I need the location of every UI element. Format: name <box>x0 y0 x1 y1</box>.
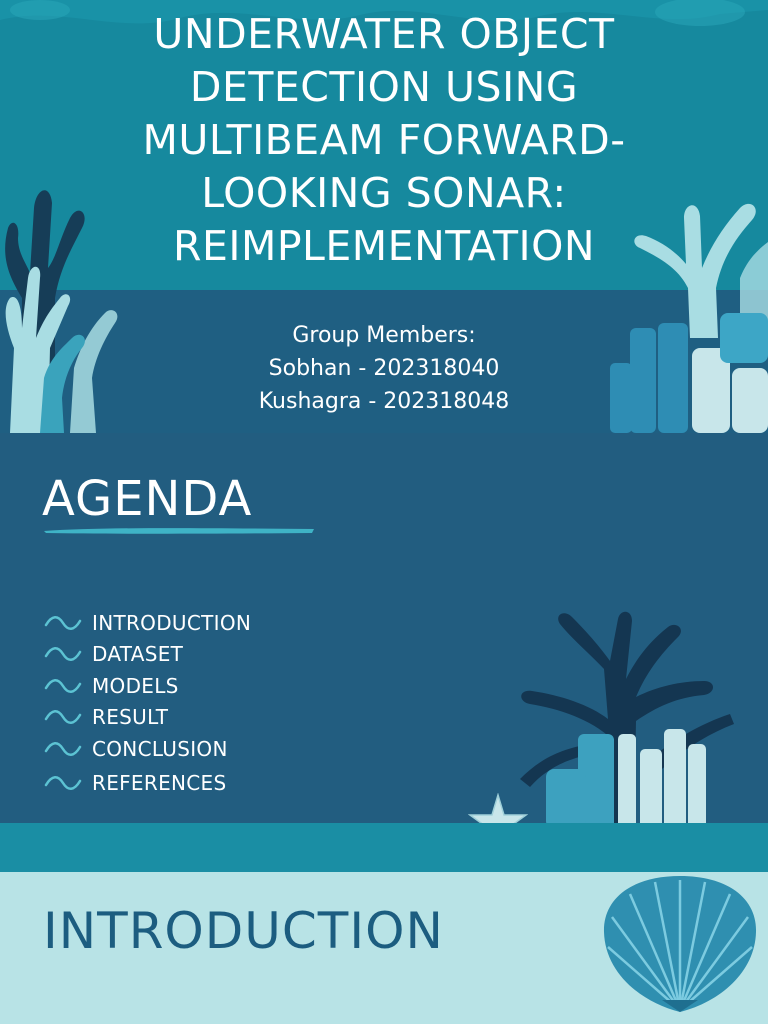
wave-bullet-icon <box>44 707 82 727</box>
agenda-item-label: MODELS <box>92 673 179 698</box>
wave-bullet-icon <box>44 739 82 759</box>
coral-icon <box>500 609 740 829</box>
agenda-item-label: INTRODUCTION <box>92 610 252 635</box>
member-entry: Sobhan - 202318040 <box>268 356 500 381</box>
agenda-item <box>44 670 251 702</box>
seashell-icon <box>600 872 760 1014</box>
wave-bullet-icon <box>44 676 82 696</box>
wave-bullet-icon <box>44 644 82 664</box>
wave-bullet-icon <box>44 613 82 633</box>
agenda-item-label: RESULT <box>92 705 169 730</box>
agenda-item <box>44 702 251 734</box>
agenda-item <box>44 639 251 671</box>
members-heading: Group Members: <box>292 323 476 348</box>
brush-underline <box>44 525 314 535</box>
agenda-list <box>44 607 251 801</box>
agenda-item-label: DATASET <box>92 642 184 667</box>
agenda-item <box>44 607 251 639</box>
introduction-title: INTRODUCTION <box>43 902 444 960</box>
agenda-item-label: CONCLUSION <box>92 736 228 761</box>
agenda-item <box>44 765 251 801</box>
agenda-slide <box>0 433 768 866</box>
agenda-title: AGENDA <box>42 471 253 527</box>
introduction-slide <box>0 866 768 1024</box>
group-members <box>184 319 584 418</box>
presentation-title: UNDERWATER OBJECT DETECTION USING MULTIBEAM FORWARD- LOOKING SONAR: REIMPLEMENTATION <box>142 10 626 270</box>
wave-bullet-icon <box>44 773 82 793</box>
sea-floor-band <box>0 823 768 866</box>
agenda-item <box>44 733 251 765</box>
agenda-item-label: REFERENCES <box>92 770 227 795</box>
title-slide <box>0 0 768 433</box>
member-entry: Kushagra - 202318048 <box>258 389 510 414</box>
